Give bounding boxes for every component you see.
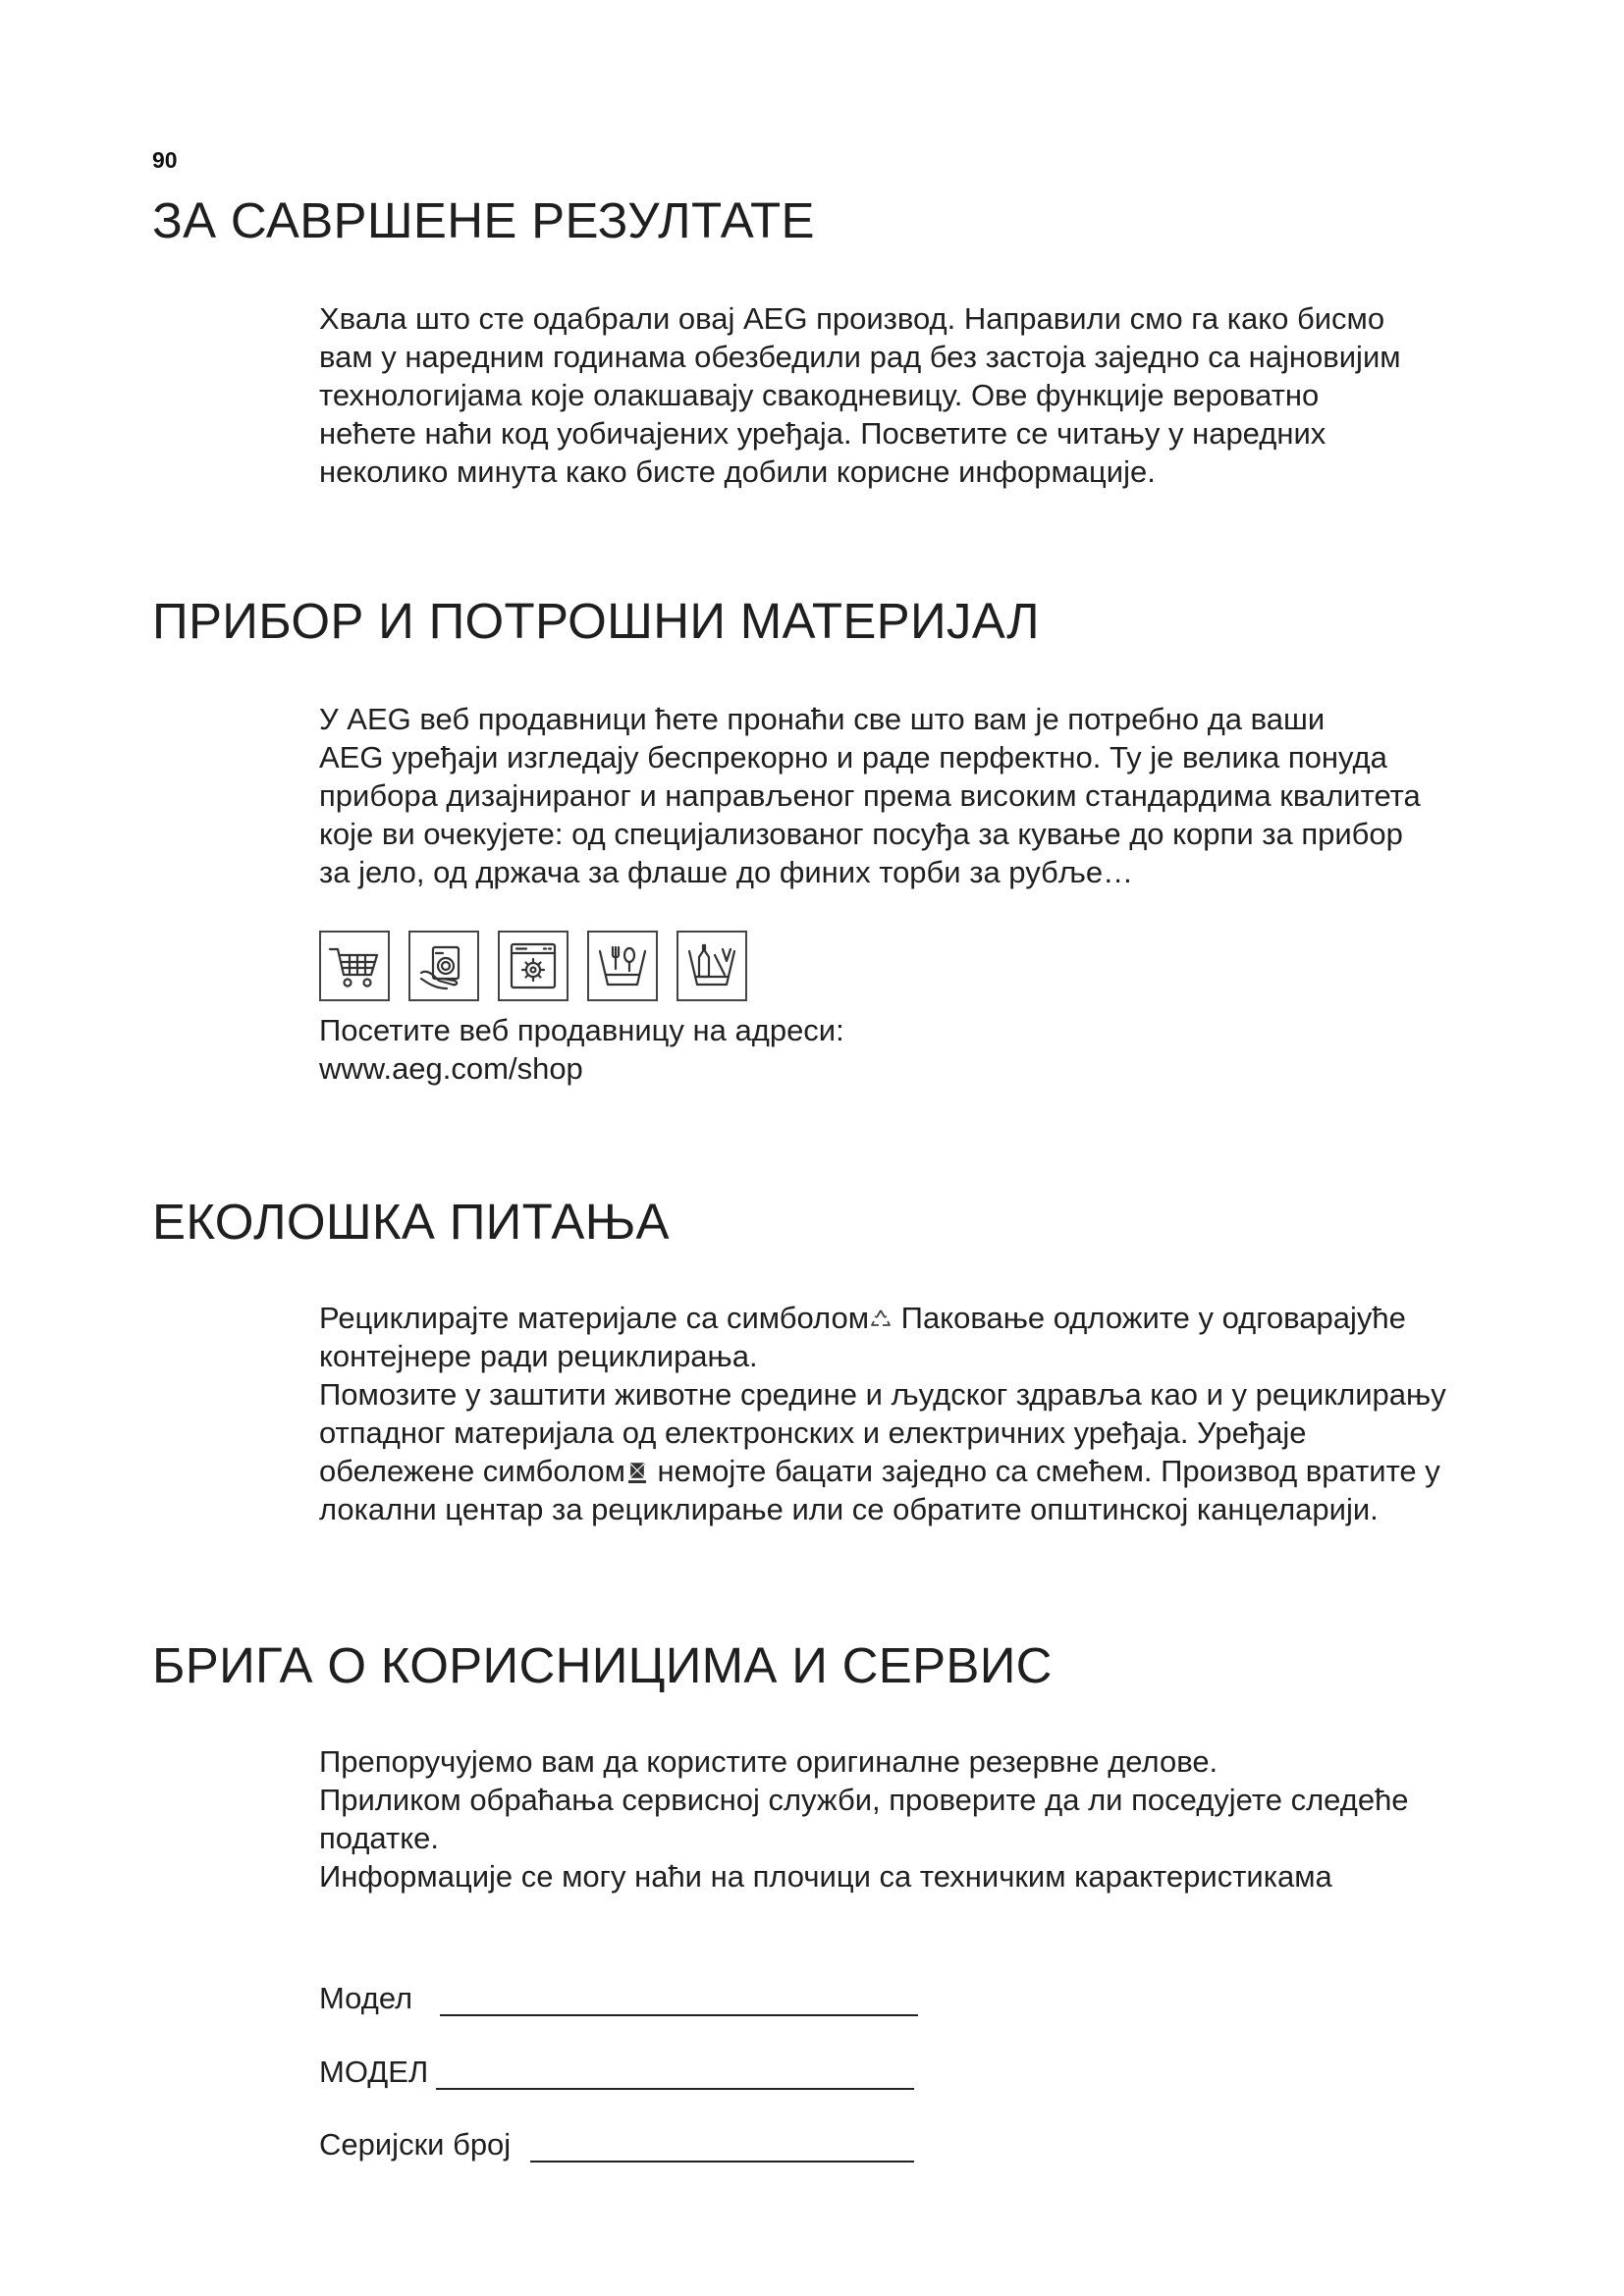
text-segment: Рециклирајте материјале са симболом [319,1301,870,1335]
shopping-cart-icon [319,931,390,1001]
text-line: Посетите веб продавницу на адреси: [319,1013,844,1047]
form-label: Модел [319,1981,413,2015]
text-line: податке. [319,1821,439,1855]
model-upper-field[interactable] [436,2058,914,2090]
form-label: Серијски број [319,2127,512,2162]
basket-utensils-icon [587,931,658,1001]
text-segment: немојте бацати заједно са смећем. Производ вратите у [648,1454,1440,1488]
text-line: У AEG веб продавници ћете пронаћи све што вам је потребно да ваши [319,702,1326,736]
text-line: локални центар за рециклирање или се обратите општинској канцеларији. [319,1492,1379,1526]
section-title-perfect-results: ЗА САВРШЕНЕ РЕЗУЛТАТЕ [152,192,815,248]
text-line: контејнере ради рециклирања. [319,1339,758,1373]
basket-bottle-icon [677,931,747,1001]
customer-care-paragraph [319,1742,1556,1896]
model-field[interactable] [440,1985,918,2016]
accessory-icons-row [319,931,747,1001]
form-row-serial [319,2127,914,2163]
shop-link[interactable]: www.aeg.com/shop [319,1051,583,1086]
environmental-paragraph [319,1299,1556,1528]
accessories-paragraph [319,700,1556,891]
text-line: које ви очекујете: од специјализованог посуђа за кување до корпи за прибор [319,817,1403,851]
text-line: за јело, од држача за флаше до финих торби за рубље… [319,855,1134,889]
text-segment: обележене симболом [319,1454,625,1488]
section-title-accessories: ПРИБОР И ПОТРОШНИ МАТЕРИЈАЛ [152,593,1040,649]
form-row-model [319,1981,918,2016]
recycle-icon [869,1308,893,1331]
intro-paragraph [319,299,1556,491]
text-line: отпадног материјала од електронских и електричних уређаја. Уређаје [319,1415,1307,1450]
text-segment: Паковање одложите у одговарајуће [893,1301,1406,1335]
form-label: МОДЕЛ [319,2055,429,2089]
washing-machine-hand-icon [408,931,479,1001]
text-line: нећете наћи код уобичајених уређаја. Посветите се читању у наредних [319,416,1326,451]
oven-gear-icon [498,931,568,1001]
text-line: Приликом обраћања сервисној служби, проверите да ли поседујете следеће [319,1783,1409,1817]
serial-number-field[interactable] [530,2131,914,2163]
text-line [319,1452,1556,1490]
shop-paragraph [319,1011,1556,1088]
text-line: Хвала што сте одабрали овај AEG производ. Направили смо га како бисмо [319,301,1385,336]
section-title-customer-care: БРИГА О КОРИСНИЦИМА И СЕРВИС [152,1637,1053,1693]
text-line: Информације се могу наћи на плочици са техничким карактеристикама [319,1859,1332,1894]
text-line [319,1299,1556,1337]
text-line: технологијама које олакшавају свакодневицу. Ове функције вероватно [319,378,1320,412]
page-number: 90 [152,147,178,173]
form-row-model-upper [319,2055,914,2090]
text-line: Препоручујемо вам да користите оригиналне резервне делове. [319,1744,1218,1779]
section-title-environmental: ЕКОЛОШКА ПИТАЊА [152,1194,670,1250]
crossed-bin-icon [625,1459,649,1484]
text-line: Помозите у заштити животне средине и људског здравља као и у рециклирању [319,1377,1446,1412]
text-line: неколико минута како бисте добили корисне информације. [319,454,1156,489]
text-line: AEG уређаји изгледају беспрекорно и раде перфектно. Ту је велика понуда [319,740,1387,774]
text-line: прибора дизајнираног и направљеног према високим стандардима квалитета [319,778,1421,813]
text-line: вам у наредним годинама обезбедили рад без застоја заједно са најновијим [319,340,1401,374]
